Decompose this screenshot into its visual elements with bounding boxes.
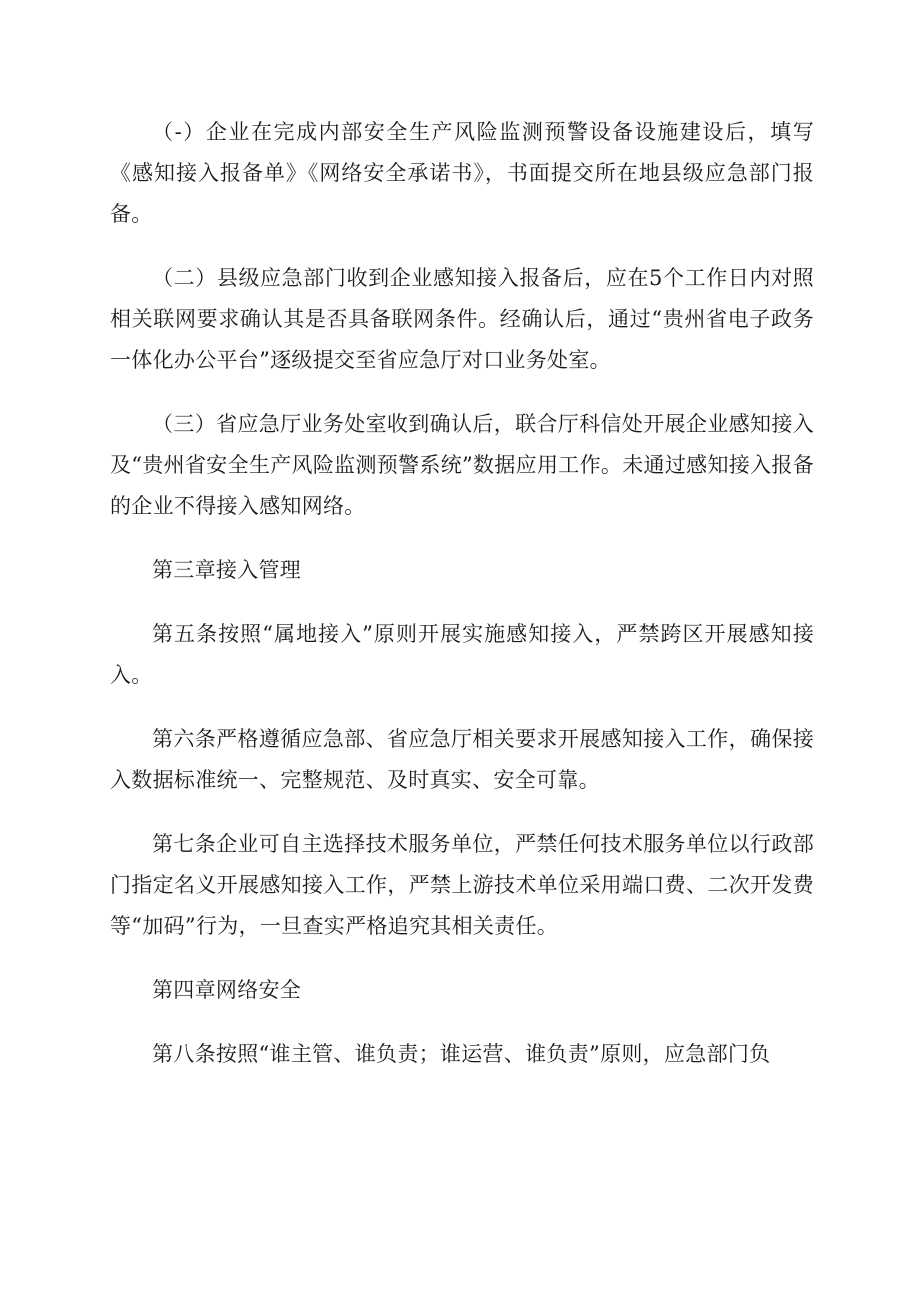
document-page — [110, 112, 814, 1098]
paragraph-1: （-）企业在完成内部安全生产风险监测预警设备设施建设后，填写《感知接入报备单》《网络安全承诺书》，书面提交所在地县级应急部门报备。 — [110, 120, 814, 226]
paragraph-2: （二）县级应急部门收到企业感知接入报备后，应在5个工作日内对照相关联网要求确认其是否具备联网条件。经确认后，通过“贵州省电子政务一体化办公平台”逐级提交至省应急厅对口业务处室。 — [110, 266, 814, 372]
chapter-heading-4: 第四章网络安全 — [152, 978, 302, 1002]
article-8: 第八条按照“谁主管、谁负责；谁运营、谁负责”原则，应急部门负 — [152, 1042, 771, 1066]
article-6: 第六条严格遵循应急部、省应急厅相关要求开展感知接入工作，确保接入数据标准统一、完整规范、及时真实、安全可靠。 — [110, 727, 814, 792]
paragraph-3: （三）省应急厅业务处室收到确认后，联合厅科信处开展企业感知接入及“贵州省安全生产风险监测预警系统”数据应用工作。未通过感知接入报备的企业不得接入感知网络。 — [110, 412, 814, 518]
article-7: 第七条企业可自主选择技术服务单位，严禁任何技术服务单位以行政部门指定名义开展感知接入工作，严禁上游技术单位采用端口费、二次开发费等“加码”行为，一旦查实严格追究其相关责任。 — [110, 832, 814, 938]
article-5: 第五条按照“属地接入”原则开展实施感知接入，严禁跨区开展感知接入。 — [110, 622, 814, 687]
chapter-heading-3: 第三章接入管理 — [152, 558, 302, 582]
